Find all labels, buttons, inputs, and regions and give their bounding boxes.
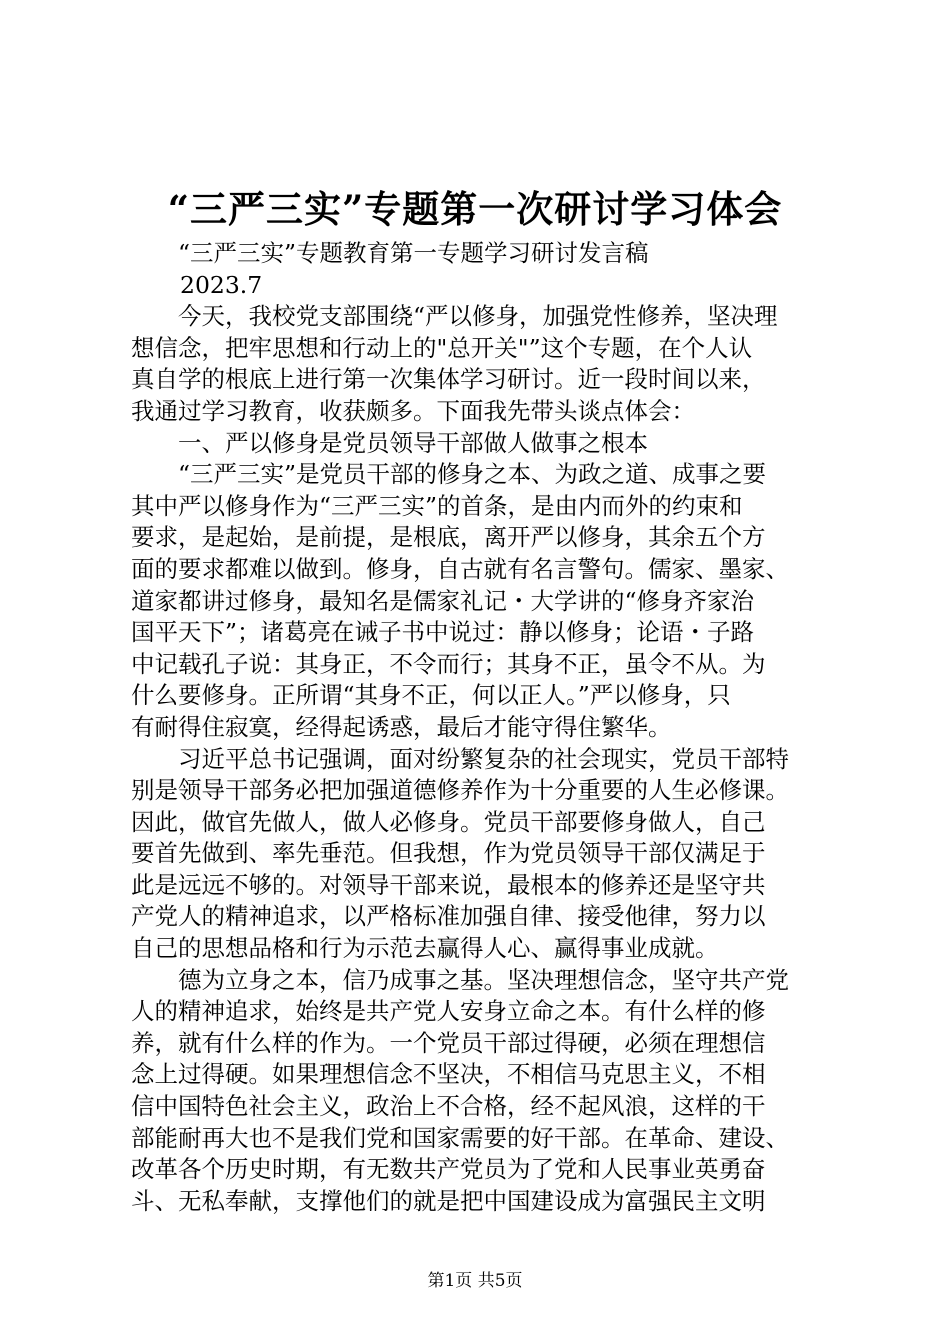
paragraph-line: 有耐得住寂寞，经得起诱惑，最后才能守得住繁华。 [131, 712, 672, 741]
paragraph-line: 养，就有什么样的作为。一个党员干部过得硬，必须在理想信 [131, 1028, 766, 1057]
paragraph-line: 此是远远不够的。对领导干部来说，最根本的修养还是坚守共 [131, 870, 766, 899]
subtitle-line: “三严三实”专题教育第一专题学习研讨发言稿 [178, 239, 649, 267]
paragraph-line: 今天，我校党支部围绕“严以修身，加强党性修养，坚决理 [178, 302, 778, 331]
paragraph-line: 要求，是起始，是前提，是根底，离开严以修身，其余五个方 [131, 523, 766, 552]
paragraph-line: 德为立身之本，信乃成事之基。坚决理想信念，坚守共产党 [178, 965, 789, 994]
paragraph-line: 斗、无私奉献，支撑他们的就是把中国建设成为富强民主文明 [131, 1186, 766, 1215]
document-title: “三严三实”专题第一次研讨学习体会 [167, 187, 783, 231]
section-heading: 一、严以修身是党员领导干部做人做事之根本 [178, 428, 648, 457]
paragraph-line: 改革各个历史时期，有无数共产党员为了党和人民事业英勇奋 [131, 1155, 766, 1184]
paragraph-line: 别是领导干部务必把加强道德修养作为十分重要的人生必修课。 [131, 776, 789, 805]
paragraph-line: 我通过学习教育，收获颇多。下面我先带头谈点体会： [131, 396, 695, 425]
date-line: 2023.7 [180, 270, 263, 299]
paragraph-line: 人的精神追求，始终是共产党人安身立命之本。有什么样的修 [131, 997, 766, 1026]
paragraph-line: “三严三实”是党员干部的修身之本、为政之道、成事之要 [178, 460, 767, 489]
paragraph-line: 习近平总书记强调，面对纷繁复杂的社会现实，党员干部特 [178, 744, 789, 773]
paragraph-line: 其中严以修身作为“三严三实”的首条，是由内而外的约束和 [131, 491, 743, 520]
document-body [131, 238, 836, 1217]
paragraph-line: 真自学的根底上进行第一次集体学习研讨。近一段时间以来， [131, 365, 766, 394]
paragraph-line: 要首先做到、率先垂范。但我想，作为党员领导干部仅满足于 [131, 839, 766, 868]
paragraph-line: 信中国特色社会主义，政治上不合格，经不起风浪，这样的干 [131, 1092, 766, 1121]
paragraph-line: 道家都讲过修身，最知名是儒家礼记・大学讲的“修身齐家治 [131, 586, 755, 615]
paragraph-line: 部能耐再大也不是我们党和国家需要的好干部。在革命、建设、 [131, 1123, 789, 1152]
paragraph-line: 念上过得硬。如果理想信念不坚决，不相信马克思主义，不相 [131, 1060, 766, 1089]
paragraph-line: 中记载孔子说：其身正，不令而行；其身不正，虽令不从。为 [131, 649, 766, 678]
paragraph-line: 什么要修身。正所谓“其身不正，何以正人。”严以修身，只 [131, 681, 731, 710]
paragraph-line: 自己的思想品格和行为示范去赢得人心、赢得事业成就。 [131, 934, 719, 963]
paragraph-line: 产党人的精神追求，以严格标准加强自律、接受他律，努力以 [131, 902, 766, 931]
paragraph-line: 国平天下”；诸葛亮在诫子书中说过：静以修身；论语・子路 [131, 618, 755, 647]
paragraph-line: 想信念，把牢思想和行动上的"总开关"”这个专题，在个人认 [131, 333, 753, 362]
page-number: 第1页 共5页 [427, 1271, 523, 1291]
paragraph-line: 面的要求都难以做到。修身，自古就有名言警句。儒家、墨家、 [131, 554, 789, 583]
paragraph-line: 因此，做官先做人，做人必修身。党员干部要修身做人，自己 [131, 807, 766, 836]
